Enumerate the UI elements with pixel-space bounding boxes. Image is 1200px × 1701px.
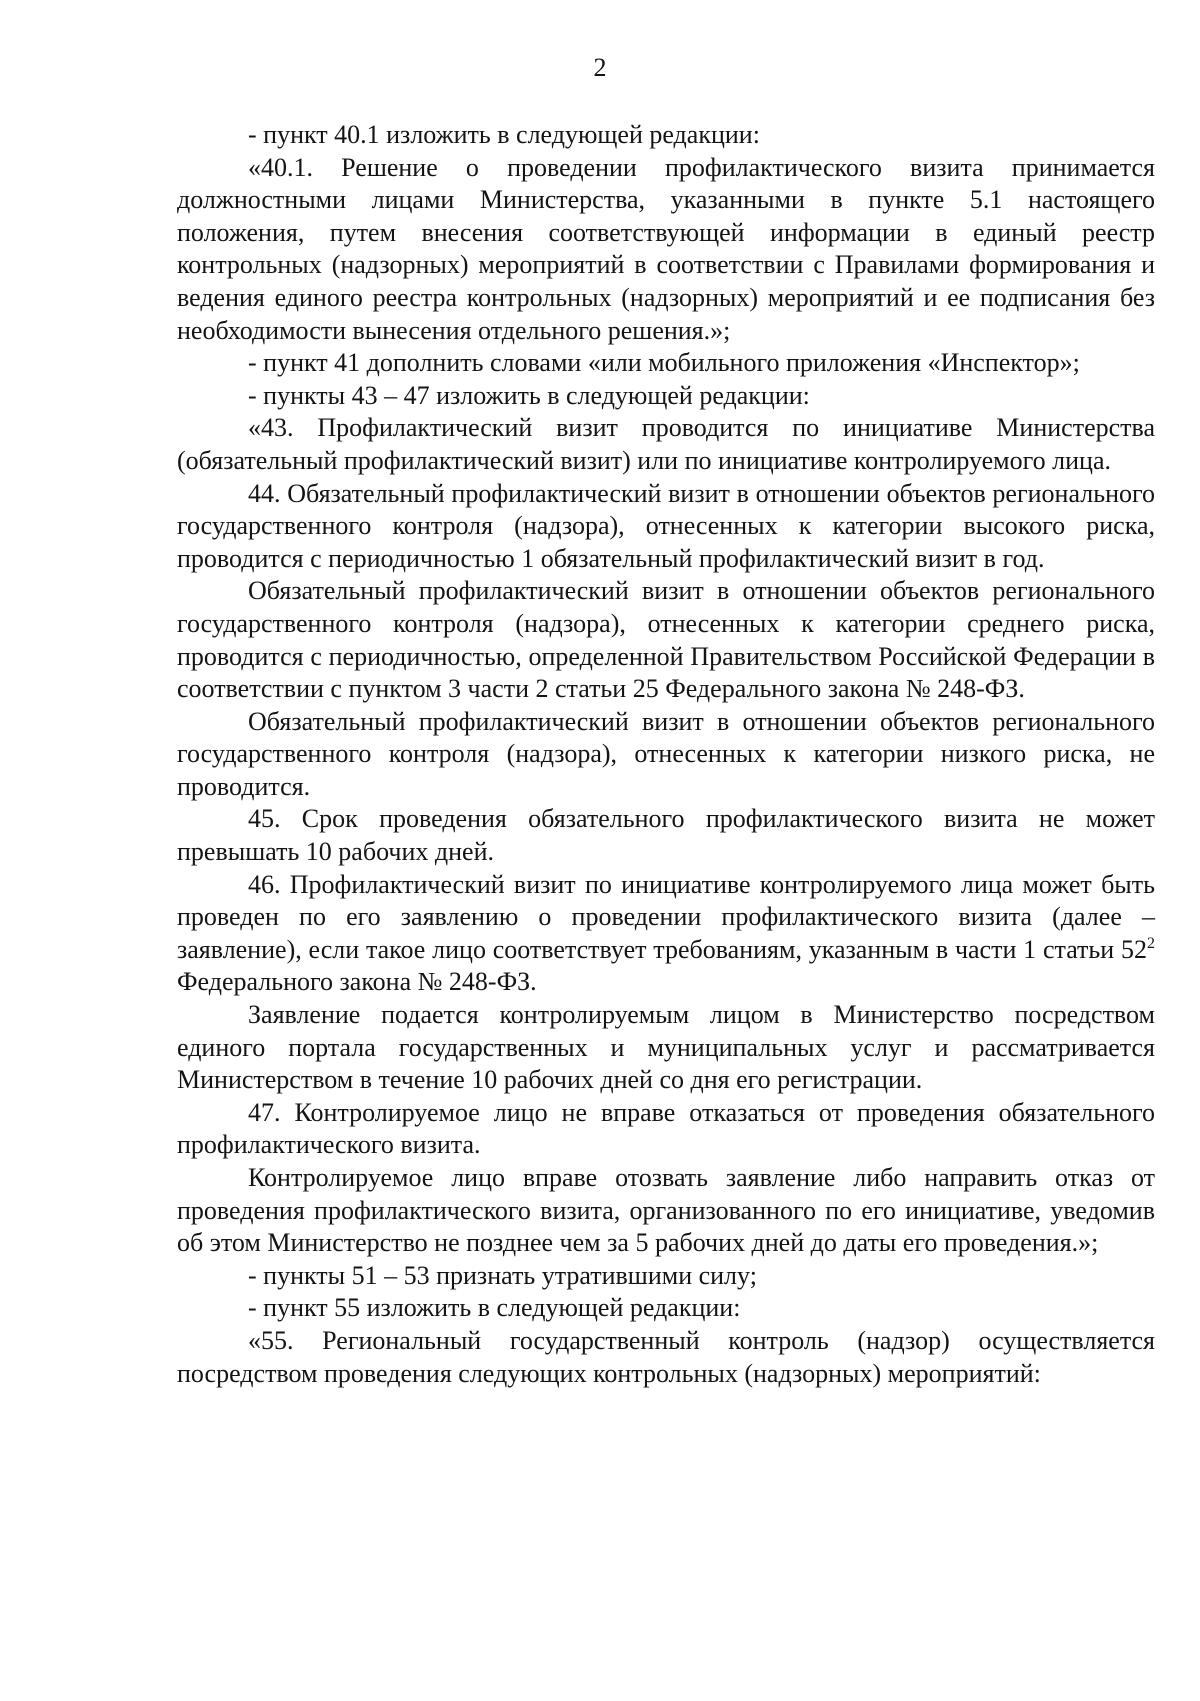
paragraph-43: «43. Профилактический визит проводится по инициативе Министерства (обязательный профилактический визит) или по инициативе контролируемого лица. (177, 413, 1155, 475)
paragraph-46-application: Заявление подается контролируемым лицом в Министерство посредством единого портала государственных и муниципальных услуг и рассматривается Министерством в течение 10 рабочих дней со дня его регистрации. (177, 1000, 1155, 1095)
paragraph-46-text: 46. Профилактический визит по инициативе контролируемого лица может быть проведен по его заявлению о проведении профилактического визита (далее – заявление), если такое лицо соответствует требованиям, указанным в части 1 статьи 52 (177, 869, 1155, 964)
paragraph-55: «55. Региональный государственный контроль (надзор) осуществляется посредством проведения следующих контрольных (надзорных) мероприятий: (177, 1325, 1155, 1388)
paragraph-amend-55: - пункт 55 изложить в следующей редакции: (248, 1293, 741, 1323)
paragraph-46 (177, 869, 1155, 999)
paragraph-47-withdrawal: Контролируемое лицо вправе отозвать заявление либо направить отказ от проведения профилактического визита, организованного по его инициативе, уведомив об этом Министерство не позднее чем за 5 рабочих дней до даты его проведения.»; (177, 1163, 1155, 1258)
paragraph-44-medium-risk: Обязательный профилактический визит в отношении объектов регионального государственного контроля (надзора), отнесенных к категории среднего риска, проводится с периодичностью, определенной Правительством Российской Федерации в соответствии с пунктом 3 части 2 статьи 25 Федерального закона № 248-ФЗ. (177, 576, 1155, 704)
article-superscript: 2 (1147, 934, 1155, 952)
paragraph-47: 47. Контролируемое лицо не вправе отказаться от проведения обязательного профилактического визита. (177, 1097, 1155, 1160)
paragraph-44: 44. Обязательный профилактический визит в отношении объектов регионального государственного контроля (надзора), отнесенных к категории высокого риска, проводится с периодичностью 1 обязательный профилактический визит в год. (177, 478, 1155, 573)
paragraph-amend-51-53: - пункты 51 – 53 признать утратившими силу; (248, 1260, 757, 1290)
paragraph-amend-43-47: - пункты 43 – 47 изложить в следующей редакции: (248, 380, 810, 410)
paragraph-45: 45. Срок проведения обязательного профилактического визита не может превышать 10 рабочих дней. (177, 804, 1155, 867)
paragraph-amend-41: - пункт 41 дополнить словами «или мобильного приложения «Инспектор»; (248, 348, 1080, 378)
paragraph-amend-40-1: - пункт 40.1 изложить в следующей редакции: (248, 120, 760, 149)
paragraph-46-tail: Федерального закона № 248-ФЗ. (177, 967, 537, 997)
paragraph-40-1: «40.1. Решение о проведении профилактического визита принимается должностными лицами Министерства, указанными в пункте 5.1 настоящего положения, путем внесения соответствующей информации в единый реестр контрольных (надзорных) мероприятий в соответствии с Правилами формирования и ведения единого реестра контрольных (надзорных) мероприятий и ее подписания без необходимости вынесения отдельного решения.»; (177, 152, 1155, 345)
document-body (177, 119, 1155, 1390)
paragraph-44-low-risk: Обязательный профилактический визит в отношении объектов регионального государственного контроля (надзора), отнесенных к категории низкого риска, не проводится. (177, 706, 1155, 801)
page-number: 2 (593, 53, 607, 82)
